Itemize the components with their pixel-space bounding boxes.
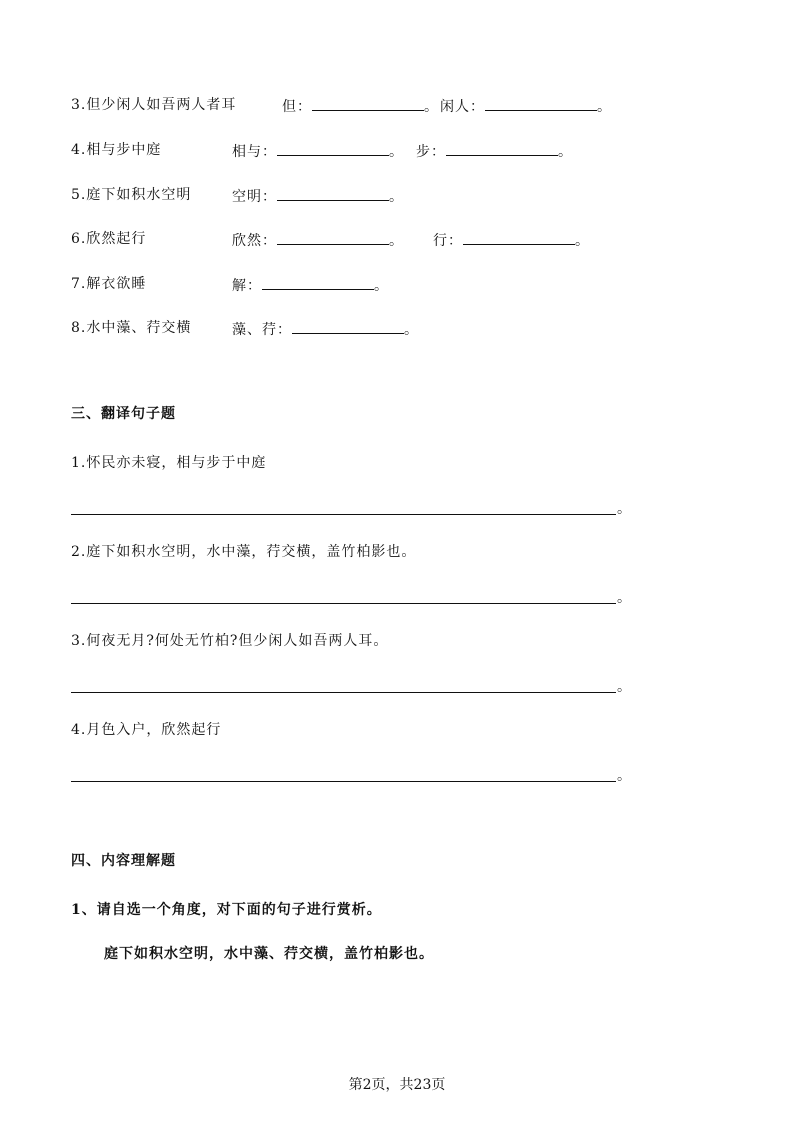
vocab-phrase-5: 5.庭下如积水空明	[71, 187, 192, 203]
answer-line-4[interactable]	[71, 781, 616, 782]
period: 。	[617, 679, 631, 695]
answer-line-1[interactable]	[71, 514, 616, 515]
quoted-sentence: 庭下如积水空明，水中藻、荇交横，盖竹柏影也。	[104, 946, 434, 962]
comprehension-question-1: 1、请自选一个角度，对下面的句子进行赏析。	[71, 902, 382, 918]
answer-blank[interactable]	[277, 230, 389, 245]
vocab-phrase-3: 3.但少闲人如吾两人者耳	[71, 97, 237, 113]
translate-question-4: 4.月色入户，欣然起行	[71, 722, 222, 738]
vocab-item-6b	[433, 230, 590, 250]
answer-line-2[interactable]	[71, 603, 616, 604]
period: 。	[389, 189, 404, 205]
section-4-title: 四、内容理解题	[71, 853, 176, 869]
answer-blank[interactable]	[463, 230, 575, 245]
answer-blank[interactable]	[262, 275, 374, 290]
period: 。	[404, 322, 419, 338]
answer-blank[interactable]	[312, 96, 424, 111]
vocab-label: 空明：	[232, 189, 277, 205]
vocab-item-3a	[282, 96, 439, 116]
vocab-phrase-6: 6.欣然起行	[71, 231, 147, 247]
vocab-item-4b	[416, 141, 573, 161]
vocab-label: 步：	[416, 144, 446, 160]
period: 。	[374, 278, 389, 294]
period: 。	[617, 501, 631, 517]
answer-blank[interactable]	[277, 141, 389, 156]
translate-question-3: 3.何夜无月?何处无竹柏?但少闲人如吾两人耳。	[71, 633, 389, 649]
vocab-label: 欣然：	[232, 233, 277, 249]
period: 。	[424, 99, 439, 115]
period: 。	[597, 99, 612, 115]
vocab-item-5a	[232, 186, 404, 206]
vocab-item-3b	[440, 96, 612, 116]
vocab-phrase-7: 7.解衣欲睡	[71, 276, 147, 292]
answer-blank[interactable]	[485, 96, 597, 111]
vocab-item-7a	[232, 275, 389, 295]
section-3-title: 三、翻译句子题	[71, 406, 176, 422]
answer-line-3[interactable]	[71, 692, 616, 693]
vocab-label: 但：	[282, 99, 312, 115]
translate-question-1: 1.怀民亦未寝，相与步于中庭	[71, 455, 267, 471]
answer-blank[interactable]	[277, 186, 389, 201]
vocab-label: 解：	[232, 278, 262, 294]
period: 。	[389, 233, 404, 249]
period: 。	[617, 768, 631, 784]
vocab-item-6a	[232, 230, 404, 250]
period: 。	[617, 590, 631, 606]
period: 。	[389, 144, 404, 160]
period: 。	[575, 233, 590, 249]
period: 。	[558, 144, 573, 160]
vocab-item-8a	[232, 319, 419, 339]
vocab-label: 行：	[433, 233, 463, 249]
vocab-phrase-4: 4.相与步中庭	[71, 142, 162, 158]
vocab-item-4a	[232, 141, 404, 161]
page-number: 第2页，共23页	[348, 1077, 446, 1093]
translate-question-2: 2.庭下如积水空明，水中藻，荇交横，盖竹柏影也。	[71, 544, 417, 560]
vocab-label: 藻、荇：	[232, 322, 292, 338]
answer-blank[interactable]	[292, 319, 404, 334]
answer-blank[interactable]	[446, 141, 558, 156]
vocab-phrase-8: 8.水中藻、荇交横	[71, 320, 192, 336]
vocab-label: 闲人：	[440, 99, 485, 115]
vocab-label: 相与：	[232, 144, 277, 160]
